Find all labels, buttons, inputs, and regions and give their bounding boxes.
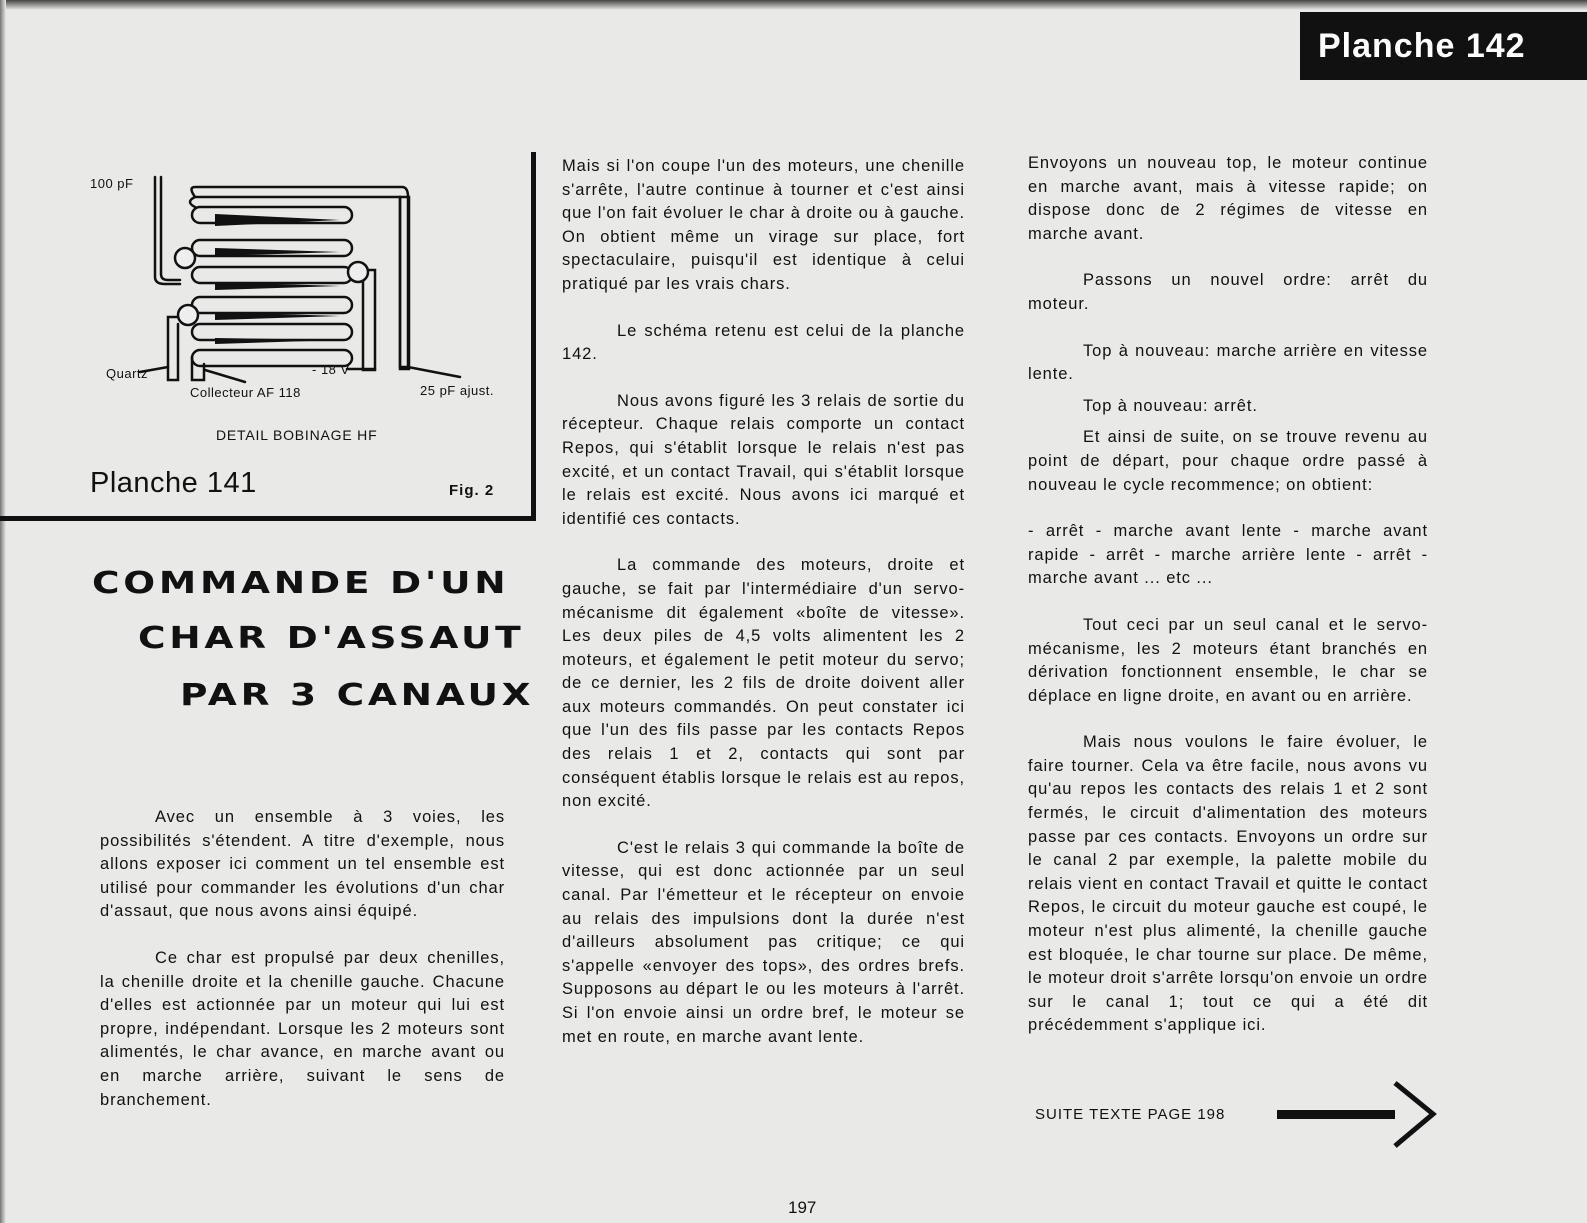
figure-caption: DETAIL BOBINAGE HF <box>216 427 378 443</box>
label-minus-18v: - 18 V <box>312 362 350 377</box>
paragraph: Avec un ensemble à 3 voies, les possibilités s'étendent. A titre d'exemple, nous allons exposer ici comment un tel ensemble est utilisé pour commander les évolutions d'un char d'assaut, que nous avons ainsi équipé. <box>100 808 505 921</box>
column-1 <box>100 806 505 1135</box>
label-quartz: Quartz <box>106 366 149 381</box>
paragraph: Ce char est propulsé par deux chenilles, la chenille droite et la chenille gauche. Chacune d'elles est actionnée par un moteur qui lui est propre, indépendant. Lorsque les 2 moteurs sont alimentés, le char avance, en marche avant ou en marche arrière, suivant le sens de branchement. <box>100 948 505 1109</box>
label-100pf: 100 pF <box>90 176 134 191</box>
label-25pf: 25 pF ajust. <box>420 383 494 398</box>
headline-line-3: PAR 3 CANAUX <box>180 678 535 713</box>
paragraph: Et ainsi de suite, on se trouve revenu au point de départ, pour chaque ordre passé à nouveau le cycle recommence; on obtient: <box>1028 428 1428 494</box>
page-number: 197 <box>788 1198 817 1217</box>
coil-diagram <box>0 152 531 516</box>
paragraph: - arrêt - marche avant lente - marche avant rapide - arrêt - marche arrière lente - arrêt - marche avant ... etc ... <box>1028 522 1428 588</box>
paragraph: Top à nouveau: marche arrière en vitesse lente. <box>1028 341 1428 384</box>
column-2 <box>562 155 965 1072</box>
column-3 <box>1028 152 1428 1061</box>
paragraph: Mais si l'on coupe l'un des moteurs, une chenille s'arrête, l'autre continue à tourner et c'est ainsi que l'on fait évoluer le char à droite ou à gauche. On obtient même un virage sur place, fort spectaculaire, puisqu'il est identique à celui pratiqué par les vrais chars. <box>562 157 965 293</box>
label-collecteur: Collecteur AF 118 <box>190 385 301 400</box>
paragraph: Nous avons figuré les 3 relais de sortie du récepteur. Chaque relais comporte un contact Repos, qui s'établit lorsque le relais n'est pas excité, et un contact Travail, qui s'établit lorsque le relais est excité. Nous avons ici marqué et identifié ces contacts. <box>562 391 965 528</box>
headline-line-1: COMMANDE D'UN <box>92 566 510 601</box>
paragraph: Mais nous voulons le faire évoluer, le faire tourner. Cela va être facile, nous avons vu qu'au repos les contacts des relais 1 et 2 sont fermés, le circuit d'alimentation des moteurs passe par ces contacts. Envoyons un ordre sur le canal 2 par exemple, la palette mobile du relais vient en contact Travail et quitte le contact Repos, le circuit du moteur gauche est coupé, le moteur n'est plus alimenté, la chenille gauche est bloquée, le char tourne sur place. De même, le moteur droit s'arrête lorsqu'on envoie un ordre sur le canal 1; tout ce qui a été dit précédemment s'applique ici. <box>1028 733 1428 1035</box>
paragraph: Le schéma retenu est celui de la planche 142. <box>562 321 965 364</box>
scan-shadow-top <box>0 0 1587 10</box>
headline-line-2: CHAR D'ASSAUT <box>138 621 525 656</box>
paragraph: Envoyons un nouveau top, le moteur continue en marche avant, mais à vitesse rapide; on dispose donc de 2 régimes de vitesse en marche avant. <box>1028 154 1428 243</box>
paragraph: Passons un nouvel ordre: arrêt du moteur. <box>1028 271 1428 313</box>
continued-note: SUITE TEXTE PAGE 198 <box>1035 1106 1226 1123</box>
figure-number: Fig. 2 <box>449 482 495 499</box>
paragraph: La commande des moteurs, droite et gauche, se fait par l'intermédiaire d'un servo-mécanisme dit également «boîte de vitesse». Les deux piles de 4,5 volts alimentent les 2 moteurs, et également le petit moteur du servo; de ce dernier, les 2 fils de droite doivent aller aux moteurs commandés. On peut constater ici que l'un des fils passe par les contacts Repos des relais 1 et 2, contacts qui sont par conséquent établis lorsque le relais est au repos, non excité. <box>562 556 965 811</box>
paragraph: C'est le relais 3 qui commande la boîte de vitesse, qui est donc actionnée par un seul canal. Par l'émetteur et le récepteur on envoie au relais des impulsions dont la durée n'est d'ailleurs absolument pas critique; ce qui s'appelle «envoyer des tops», des ordres brefs. Supposons au départ le ou les moteurs à l'arrêt. Si l'on envoie ainsi un ordre bref, le moteur se met en route, en marche avant lente. <box>562 838 965 1046</box>
arrow-right-icon <box>1275 1080 1440 1150</box>
paragraph: Tout ceci par un seul canal et le servo-mécanisme, les 2 moteurs étant branchés en dérivation fonctionnent ensemble, le char se déplace en ligne droite, en avant ou en arrière. <box>1028 615 1428 705</box>
paragraph: Top à nouveau: arrêt. <box>1083 396 1258 415</box>
plate-label-142: Planche 142 <box>1300 12 1587 80</box>
figure-coil-detail <box>0 152 536 521</box>
plate-label-141: Planche 141 <box>90 467 257 499</box>
